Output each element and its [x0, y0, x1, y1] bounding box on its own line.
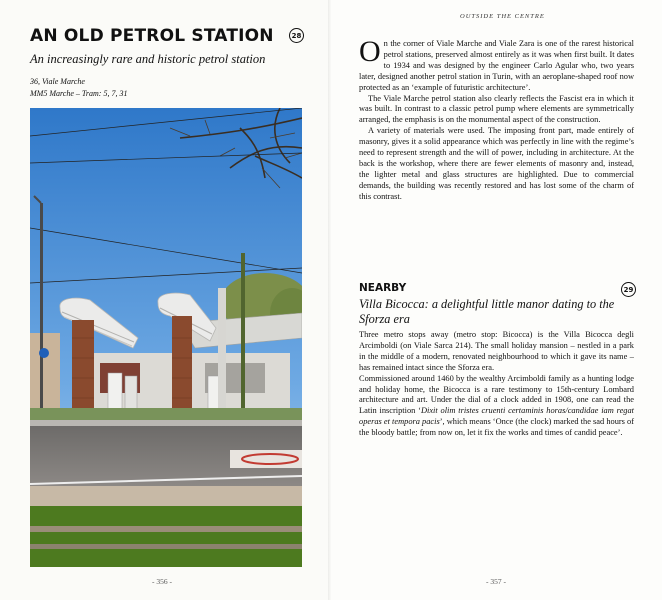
paragraph-3: A variety of materials were used. The imposing front part, made entirely of masonry, gives it a solid appearance which was perfectly in line with the regime’s need to represent strength and the will of power, including in architecture. At the back is the workshop, where there are fewer elements of masonry and, instead, the lighter metal and glass structures are highlighted. Due to commercial demands, the building was recently restored and has lost some of the charm of this contrast.: [359, 126, 634, 201]
page-number-right: - 357 -: [486, 577, 506, 586]
drop-cap: O: [359, 35, 381, 68]
petrol-station-illustration: [30, 108, 302, 567]
page-subtitle: An increasingly rare and historic petrol station: [30, 52, 266, 66]
main-text: [359, 35, 634, 203]
nearby-text: [359, 330, 634, 439]
nearby-heading: NEARBY: [359, 282, 407, 294]
address-text: 36, Viale Marche: [30, 77, 85, 86]
nearby-paragraph-1: Three metro stops away (metro stop: Bicocca) is the Villa Bicocca degli Arcimboldi (on Viale Sarca 214). The small holiday mansion – nestled in a park in the middle of a modern, renovated neighbourhood to which it gave its name – has remained intact since the Sforza era.: [359, 330, 634, 372]
running-head: OUTSIDE THE CENTRE: [460, 13, 545, 20]
entry-number-badge: 28: [289, 28, 304, 43]
right-page: [331, 0, 662, 600]
paragraph-1-text: n the corner of Viale Marche and Viale Zara is one of the rarest historical petrol stations, preserved almost entirely as it was when first built. It dates to 1934 and was designed by the engineer Carlo Agular who, two years later, designed another petrol station in Turin, with an aeroplane-shaped roof now protected as an ‘example of futuristic architecture’.: [359, 39, 634, 92]
nearby-paragraph-2a: Commissioned around 1460 by the wealthy Arcimboldi family as a hunting lodge and holiday home, the Bicocca is a rare testimony to 15th-century Lombard architecture and art. Under the dial of a clock added in 1908, one can read the Latin inscription ‘: [359, 373, 634, 416]
nearby-paragraph-2b: ’, which means ‘Once (the clock) marked the sad hours of the bloody battle; from now on, let it fix the works and times of candid peace’.: [359, 417, 635, 438]
paragraph-1: [359, 35, 634, 94]
paragraph-2: The Viale Marche petrol station also clearly reflects the Fascist era in which it was built. In contrast to a classic petrol pump where elements are symmetrically arranged, the emphasis is on the monumental aspect of the construction.: [359, 93, 634, 125]
page-title: AN OLD PETROL STATION: [30, 26, 274, 46]
page-number-left: - 356 -: [152, 577, 172, 586]
nearby-title: Villa Bicocca: a delightful little manor dating to the Sforza era: [359, 297, 615, 326]
petrol-station-photo: [30, 108, 302, 567]
nearby-number-badge: 29: [621, 282, 636, 297]
transport-text: MM5 Marche – Tram: 5, 7, 31: [30, 89, 128, 98]
nearby-paragraph-2: [359, 374, 634, 439]
latin-inscription: Dixit olim tristes cruenti certaminis horas/candidae iam regat operas et tempora pacis: [359, 406, 634, 427]
